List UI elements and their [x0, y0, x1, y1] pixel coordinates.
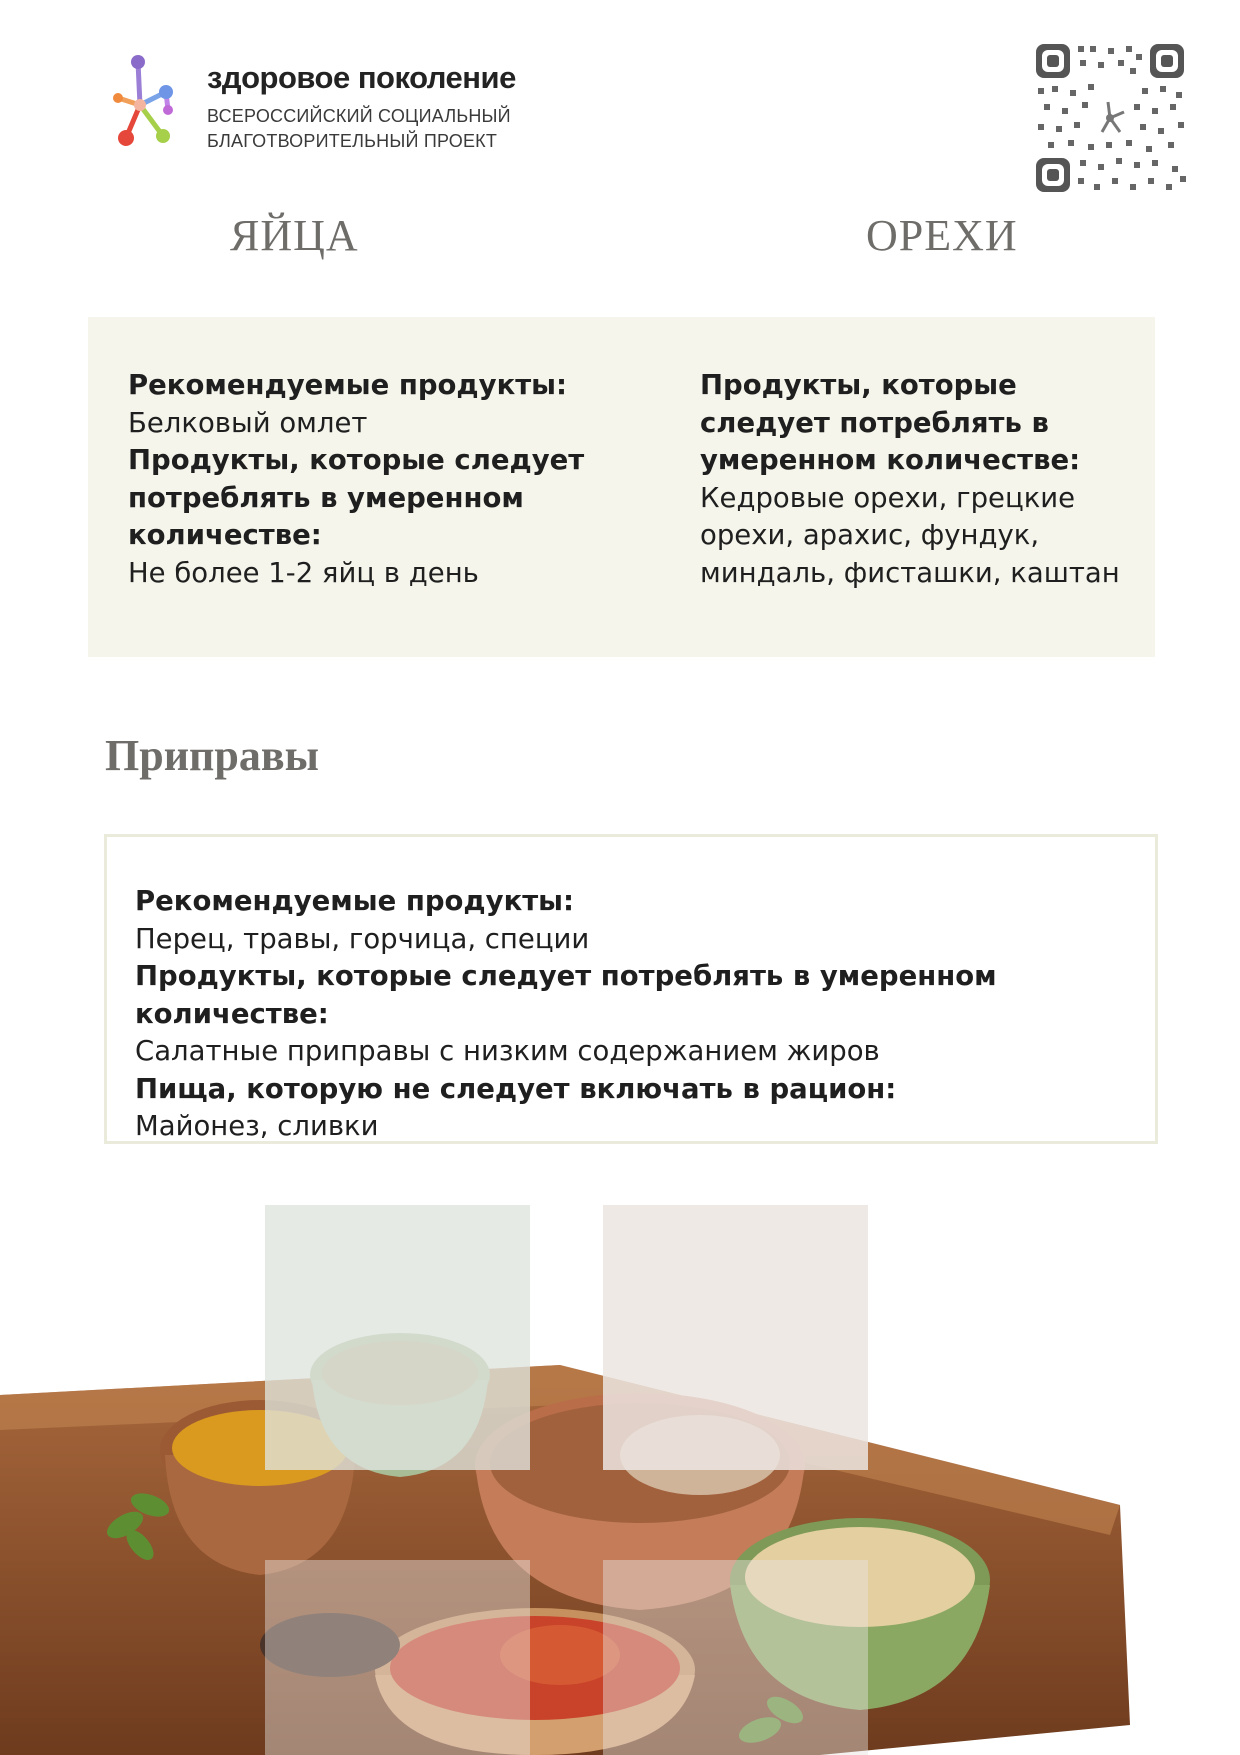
spices-moderate-label: Продукты, которые следует потреблять в умеренном количестве: — [135, 960, 997, 1030]
eggs-recommended-label: Рекомендуемые продукты: — [128, 369, 568, 401]
eggs-moderate-label: Продукты, которые следует потреблять в умеренном количестве: — [128, 444, 585, 551]
brand-logo — [108, 50, 178, 150]
spices-recommended: Перец, травы, горчица, специи — [135, 922, 590, 955]
nuts-title: ОРЕХИ — [866, 211, 1018, 260]
eggs-nuts-panel — [88, 317, 1155, 657]
qr-code[interactable] — [1030, 38, 1190, 198]
brand-subtitle — [207, 104, 511, 154]
brand-subtitle-line2: БЛАГОТВОРИТЕЛЬНЫЙ ПРОЕКТ — [207, 131, 498, 151]
spices-excluded-label: Пища, которую не следует включать в рацион: — [135, 1072, 897, 1105]
spices-excluded: Майонез, сливки — [135, 1110, 379, 1142]
spices-text — [135, 883, 1155, 1146]
spices-moderate: Салатные приправы с низким содержанием жиров — [135, 1035, 880, 1067]
spices-recommended-label: Рекомендуемые продукты: — [135, 885, 575, 917]
brand-name: здоровое поколение — [207, 60, 516, 95]
nuts-moderate-label: Продукты, которые следует потреблять в умеренном количестве: — [700, 369, 1081, 476]
brand-subtitle-line1: ВСЕРОССИЙСКИЙ СОЦИАЛЬНЫЙ — [207, 106, 511, 126]
nuts-moderate: Кедровые орехи, грецкие орехи, арахис, фундук, миндаль, фисташки, каштан — [700, 481, 1120, 589]
eggs-recommended: Белковый омлет — [128, 406, 368, 439]
eggs-title: ЯЙЦА — [230, 211, 359, 260]
spices-panel — [104, 834, 1158, 1144]
spices-title: Приправы — [105, 731, 319, 780]
spices-illustration — [0, 1205, 1240, 1755]
eggs-moderate: Не более 1-2 яйц в день — [128, 556, 479, 589]
nuts-column — [700, 367, 1140, 592]
eggs-column — [128, 367, 598, 592]
